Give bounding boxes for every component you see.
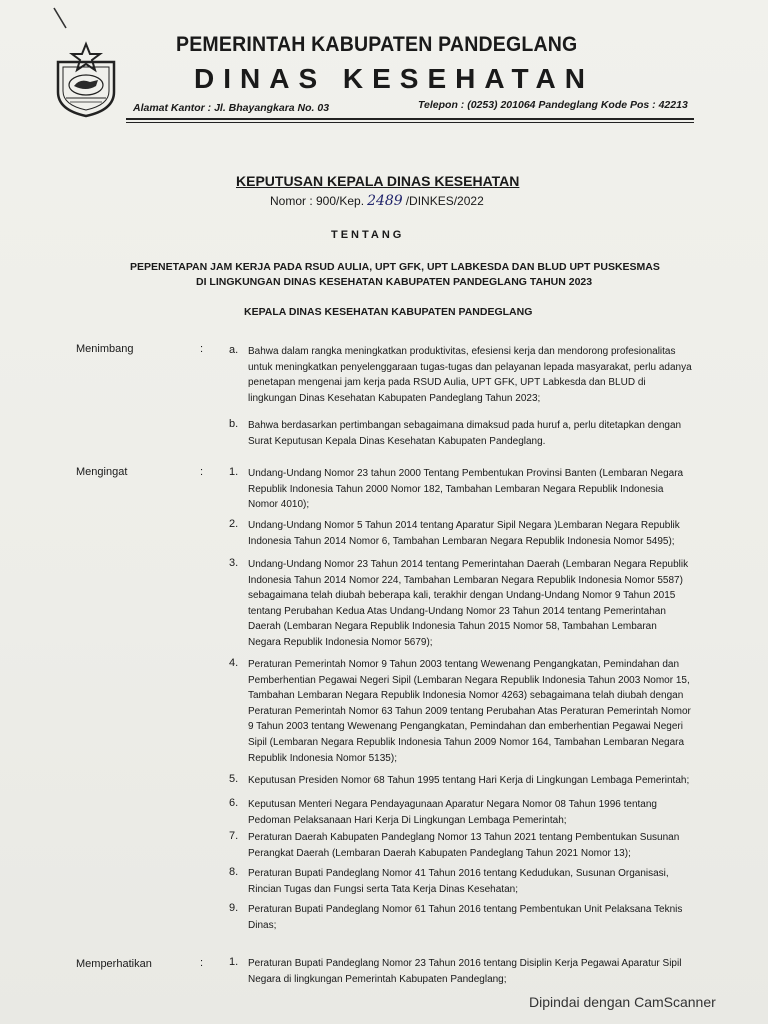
mengingat-6-text [248, 797, 700, 828]
text-line: Bahwa dalam rangka meningkatkan produktivitas, efesiensi kerja dan mendorong profesionalitas [248, 346, 676, 357]
text-line: Indonesia Tahun 2014 Nomor 224, Tambahan Lembaran Negara Republik Indonesia Nomor 5587) [248, 574, 683, 586]
text-line: Tambahan Lembaran Negara Republik Indonesia Nomor 4263) sebagaimana telah diubah dengan [248, 690, 684, 702]
text-line: Surat Keputusan Kepala Dinas Kesehatan Kabupaten Pandeglang. [248, 435, 546, 447]
mengingat-7-text [248, 830, 700, 861]
mengingat-colon: : [200, 466, 204, 478]
text-line: Sipil (Lembaran Negara Republik Indonesia Tahun 2009 Nomor 164, Tambahan Lembaran Negara [248, 736, 685, 748]
text-line: Bahwa berdasarkan pertimbangan sebagaimana dimaksud pada huruf a, perlu ditetapkan dengan [248, 420, 682, 431]
text-line: Negara di lingkungan Pemerintah Kabupaten Pandeglang; [248, 973, 507, 985]
mengingat-6-marker: 6. [229, 797, 239, 809]
office-telephone: Telepon : (0253) 201064 Pandeglang Kode Pos : 42213 [418, 99, 688, 111]
mengingat-4-text [248, 657, 700, 766]
text-line: Daerah (Lembaran Negara Republik Indonesia Tahun 2015 Nomor 58, Tambahan Lembaran [248, 621, 657, 633]
mengingat-2-text [248, 518, 700, 549]
text-line: Indonesia Tahun 2014 Nomor 6, Tambahan Lembaran Negara Republik Indonesia Nomor 5495); [248, 535, 675, 547]
memperhatikan-label: Memperhatikan [76, 958, 152, 970]
text-line: Undang-Undang Nomor 23 Tahun 2014 tentang Pemerintahan Daerah (Lembaran Negara Republik [248, 559, 689, 570]
mengingat-3-marker: 3. [229, 557, 239, 569]
mengingat-5-marker: 5. [229, 773, 239, 785]
text-line: Rincian Tugas dan Fungsi serta Tata Kerja Dinas Kesehatan; [248, 883, 518, 895]
text-line: sebagaimana telah diubah beberapa kali, terakhir dengan Undang-Undang Nomor 9 Tahun 2015 [248, 590, 676, 602]
decree-subject-line-2: DI LINGKUNGAN DINAS KESEHATAN KABUPATEN PANDEGLANG TAHUN 2023 [196, 276, 593, 288]
mengingat-8-text [248, 866, 700, 897]
letterhead-rule-thin [126, 122, 694, 123]
menimbang-b-marker: b. [229, 418, 239, 430]
menimbang-a-marker: a. [229, 344, 239, 356]
decree-issuer: KEPALA DINAS KESEHATAN KABUPATEN PANDEGLANG [244, 306, 533, 318]
mengingat-8-marker: 8. [229, 866, 239, 878]
text-line: Undang-Undang Nomor 5 Tahun 2014 tentang Aparatur Sipil Negara )Lembaran Negara Republik [248, 520, 680, 531]
text-line: Pemberhentian Pegawai Negeri Sipil (Lembaran Negara Republik Indonesia Tahun 2003 Nomor 15, [248, 674, 690, 686]
text-line: 9 Tahun 2003 tentang Wewenang Pengangkatan, Pemindahan dan emberhentian Pegawai Negeri [248, 721, 683, 733]
text-line: Negara Republik Indonesia Nomor 5679); [248, 636, 433, 648]
mengingat-5-text [248, 773, 700, 789]
text-line: Peraturan Pemerintah Nomor 63 Tahun 2009 tentang Perubahan Atas Peraturan Pemerintah Nomor [248, 705, 691, 717]
mengingat-2-marker: 2. [229, 518, 239, 530]
government-name: PEMERINTAH KABUPATEN PANDEGLANG [176, 33, 578, 56]
text-line: Republik Indonesia Nomor 5135); [248, 752, 397, 764]
text-line: Keputusan Menteri Negara Pendayagunaan Aparatur Negara Nomor 08 Tahun 1996 tentang [248, 799, 657, 810]
menimbang-label: Menimbang [76, 343, 134, 355]
text-line: Peraturan Daerah Kabupaten Pandeglang Nomor 13 Tahun 2021 tentang Pembentukan Susunan [248, 832, 680, 843]
mengingat-7-marker: 7. [229, 830, 239, 842]
memperhatikan-colon: : [200, 957, 204, 969]
text-line: Peraturan Bupati Pandeglang Nomor 61 Tahun 2016 tentang Pembentukan Unit Pelaksana Teknis [248, 904, 683, 915]
text-line: penetapan mengenai jam kerja pada RSUD Aulia, UPT GFK, UPT Labkesda dan BLUD di [248, 377, 646, 389]
decree-number-suffix: /DINKES/2022 [405, 194, 484, 208]
mengingat-label: Mengingat [76, 466, 128, 478]
text-line: Peraturan Bupati Pandeglang Nomor 23 Tahun 2016 tentang Disiplin Kerja Pegawai Aparatur Sipil [248, 958, 682, 969]
regency-logo-icon [50, 40, 122, 118]
decree-subject-line-1: PEPENETAPAN JAM KERJA PADA RSUD AULIA, UPT GFK, UPT LABKESDA DAN BLUD UPT PUSKESMAS [130, 261, 660, 273]
text-line: Nomor 4010); [248, 499, 310, 511]
decree-number-prefix: Nomor : 900/Kep. [270, 194, 365, 208]
office-address: Alamat Kantor : Jl. Bhayangkara No. 03 [133, 102, 330, 114]
pen-stroke-mark [48, 4, 88, 44]
decree-title: KEPUTUSAN KEPALA DINAS KESEHATAN [236, 173, 520, 189]
text-line: Undang-Undang Nomor 23 tahun 2000 Tentang Pembentukan Provinsi Banten (Lembaran Negara [248, 468, 684, 479]
letterhead-rule-thick [126, 118, 694, 120]
text-line: Peraturan Bupati Pandeglang Nomor 41 Tahun 2016 tentang Kedudukan, Susunan Organisasi, [248, 868, 669, 879]
mengingat-9-marker: 9. [229, 902, 239, 914]
memperhatikan-1-marker: 1. [229, 956, 239, 968]
text-line: Republik Indonesia Tahun 2000 Nomor 182, Tambahan Lembaran Negara Republik Indonesia [248, 483, 664, 495]
mengingat-9-text [248, 902, 700, 933]
mengingat-1-marker: 1. [229, 466, 239, 478]
text-line: tentang Perubahan Kedua Atas Undang-Undang Nomor 23 Tahun 2014 tentang Pemerintahan [248, 605, 666, 617]
text-line: Dinas; [248, 919, 277, 931]
decree-number-handwritten: 2489 [367, 193, 403, 209]
text-line: untuk meningkatkan penyelenggaraan tugas-tugas dan pelayanan lepada masyarakat, perlu adanya [248, 361, 692, 373]
text-line: Keputusan Presiden Nomor 68 Tahun 1995 tentang Hari Kerja di Lingkungan Lembaga Pemerintah; [248, 775, 690, 786]
memperhatikan-1-text [248, 956, 700, 987]
mengingat-1-text [248, 466, 700, 513]
text-line: Perangkat Daerah (Lembaran Daerah Kabupaten Pandeglang Tahun 2021 Nomor 13); [248, 847, 631, 859]
decree-number [270, 193, 484, 209]
text-line: Peraturan Pemerintah Nomor 9 Tahun 2003 tentang Wewenang Pengangkatan, Pemindahan dan [248, 659, 680, 670]
text-line: lingkungan Dinas Kesehatan Kabupaten Pandeglang Tahun 2023; [248, 392, 541, 404]
mengingat-3-text [248, 557, 700, 651]
agency-name: DINAS KESEHATAN [194, 63, 594, 94]
tentang-heading: TENTANG [331, 229, 405, 241]
menimbang-a-text [248, 344, 700, 406]
menimbang-colon: : [200, 343, 204, 355]
mengingat-4-marker: 4. [229, 657, 239, 669]
menimbang-b-text [248, 418, 700, 449]
text-line: Pedoman Pelaksanaan Hari Kerja Di Lingkungan Lembaga Pemerintah; [248, 814, 567, 826]
scanner-watermark: Dipindai dengan CamScanner [529, 994, 716, 1010]
